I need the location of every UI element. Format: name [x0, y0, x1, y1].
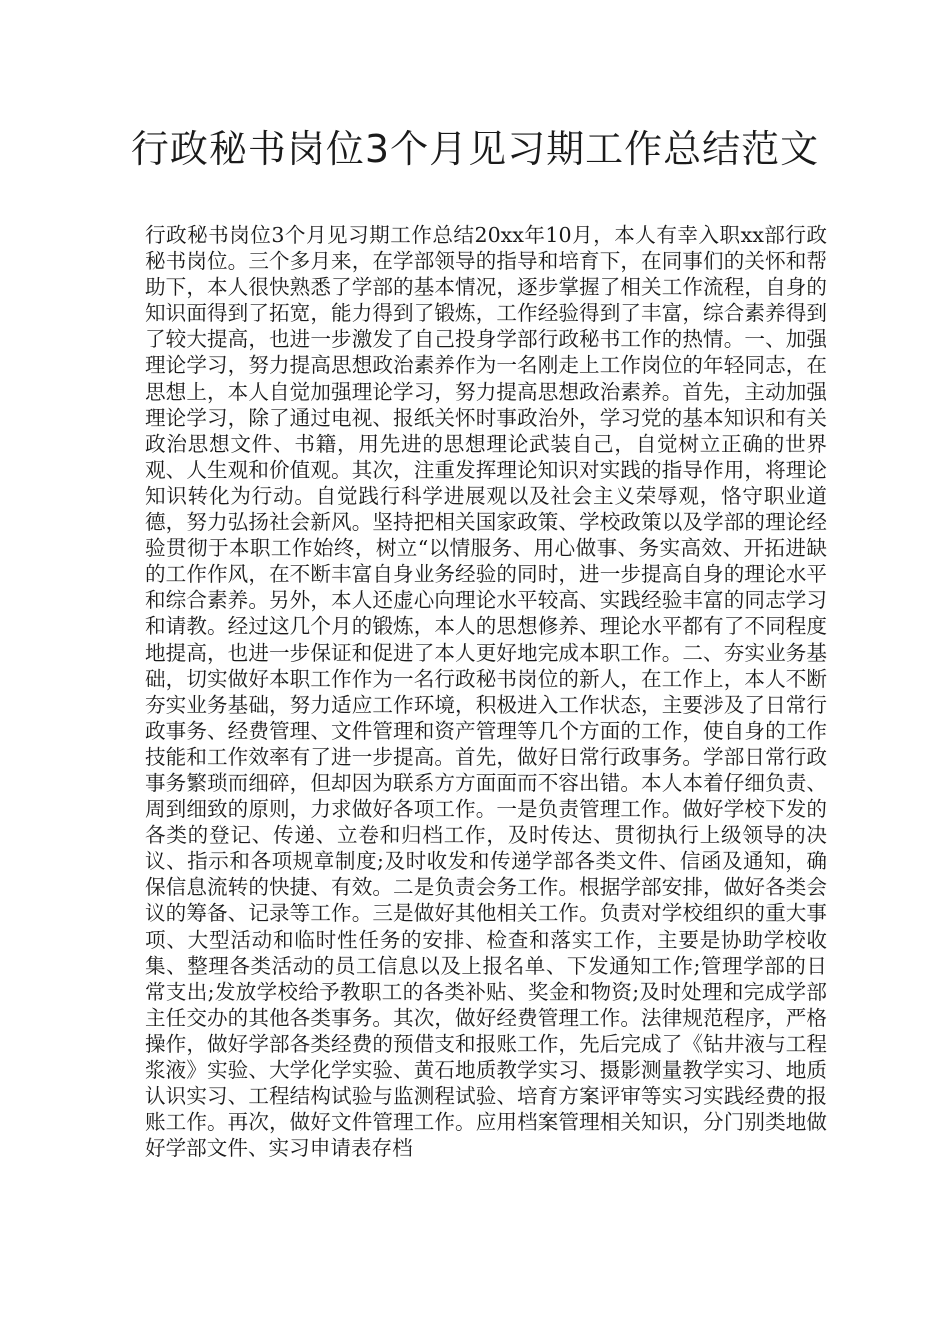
document-body-text: 行政秘书岗位3个月见习期工作总结20xx年10月，本人有幸入职xx部行政秘书岗位。三个多月来，在学部领导的指导和培育下，在同事们的关怀和帮助下，本人很快熟悉了学部的基本情况，逐步掌握了相关工作流程，自身的知识面得到了拓宽，能力得到了锻炼，工作经验得到了丰富，综合素养得到了较大提高，也进一步激发了自己投身学部行政秘书工作的热情。一、加强理论学习，努力提高思想政治素养作为一名刚走上工作岗位的年轻同志，在思想上，本人自觉加强理论学习，努力提高思想政治素养。首先，主动加强理论学习，除了通过电视、报纸关怀时事政治外，学习党的基本知识和有关政治思想文件、书籍，用先进的思想理论武装自己，自觉树立正确的世界观、人生观和价值观。其次，注重发挥理论知识对实践的指导作用，将理论知识转化为行动。自觉践行科学进展观以及社会主义荣辱观，恪守职业道德，努力弘扬社会新风。坚持把相关国家政策、学校政策以及学部的理论经验贯彻于本职工作始终，树立“以情服务、用心做事、务实高效、开拓进缺的工作作风，在不断丰富自身业务经验的同时，进一步提高自身的理论水平和综合素养。另外，本人还虚心向理论水平较高、实践经验丰富的同志学习和请教。经过这几个月的锻炼，本人的思想修养、理论水平都有了不同程度地提高，也进一步保证和促进了本人更好地完成本职工作。二、夯实业务基础，切实做好本职工作作为一名行政秘书岗位的新人，在工作上，本人不断夯实业务基础，努力适应工作环境，积极进入工作状态，主要涉及了日常行政事务、经费管理、文件管理和资产管理等几个方面的工作，使自身的工作技能和工作效率有了进一步提高。首先，做好日常行政事务。学部日常行政事务繁琐而细碎，但却因为联系方方面面而不容出错。本人本着仔细负责、周到细致的原则，力求做好各项工作。一是负责管理工作。做好学校下发的各类的登记、传递、立卷和归档工作，及时传达、贯彻执行上级领导的决议、指示和各项规章制度;及时收发和传递学部各类文件、信函及通知，确保信息流转的快捷、有效。二是负责会务工作。根据学部安排，做好各类会议的筹备、记录等工作。三是做好其他相关工作。负责对学校组织的重大事项、大型活动和临时性任务的安排、检查和落实工作，主要是协助学校收集、整理各类活动的员工信息以及上报名单、下发通知工作;管理学部的日常支出;发放学校给予教职工的各类补贴、奖金和物资;及时处理和完成学部主任交办的其他各类事务。其次，做好经费管理工作。法律规范程序，严格操作，做好学部各类经费的预借支和报账工作，先后完成了《钻井液与工程浆液》实验、大学化学实验、黄石地质教学实习、摄影测量教学实习、地质认识实习、工程结构试验与监测程试验、培育方案评审等实习实践经费的报账工作。再次，做好文件管理工作。应用档案管理相关知识，分门别类地做好学部文件、实习申请表存档 — [145, 223, 827, 1161]
document-title: 行政秘书岗位3个月见习期工作总结范文 — [130, 127, 820, 171]
